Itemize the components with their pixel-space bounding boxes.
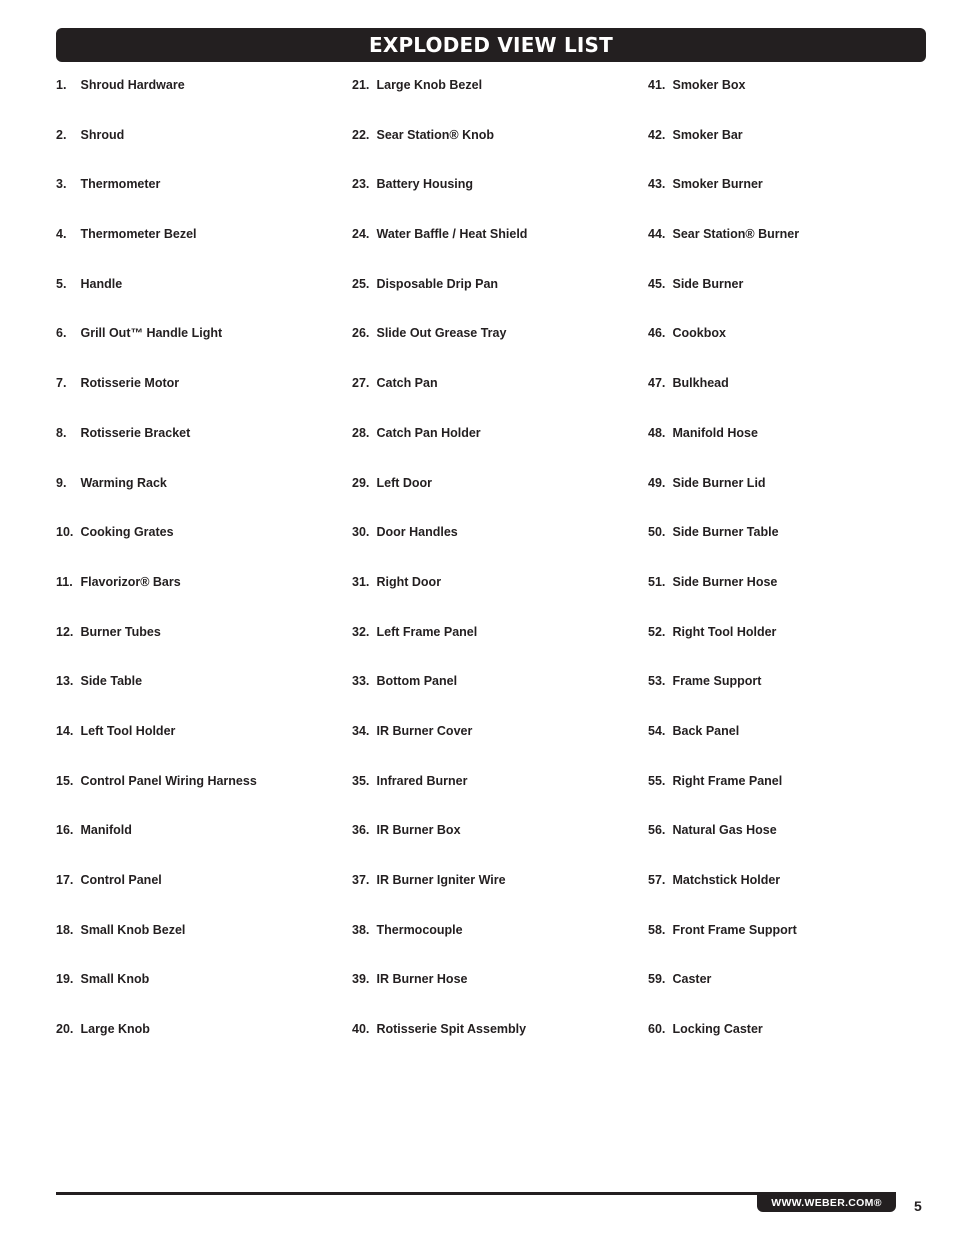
list-item <box>648 226 938 276</box>
item-number: 7. <box>56 376 67 391</box>
item-label: Matchstick Holder <box>672 873 781 887</box>
item-label: Small Knob <box>80 972 150 987</box>
item-number: 41. <box>648 78 666 92</box>
item-number: 31. <box>352 574 370 589</box>
list-item <box>56 971 346 1021</box>
list-item <box>648 176 938 226</box>
item-number: 59. <box>648 972 666 987</box>
list-item <box>56 475 346 525</box>
item-label: Smoker Bar <box>672 127 743 142</box>
item-label: Control Panel Wiring Harness <box>80 773 257 788</box>
item-label: Locking Caster <box>672 1022 763 1037</box>
footer-website-badge <box>757 1193 896 1212</box>
item-number: 3. <box>56 177 67 192</box>
page-title: EXPLODED VIEW LIST <box>368 33 614 57</box>
list-item <box>56 574 346 624</box>
item-number: 50. <box>648 525 666 540</box>
item-number: 18. <box>56 922 74 937</box>
item-label: Side Burner Lid <box>672 475 766 490</box>
item-label: Thermocouple <box>376 922 463 937</box>
item-label: Bulkhead <box>672 376 729 391</box>
item-label: Front Frame Support <box>672 922 797 937</box>
list-item <box>352 375 642 425</box>
list-item <box>56 822 346 872</box>
item-number: 26. <box>352 326 370 341</box>
list-item <box>56 226 346 276</box>
item-number: 48. <box>648 425 666 440</box>
list-item <box>648 971 938 1021</box>
item-label: Manifold <box>80 823 132 838</box>
list-item <box>648 624 938 674</box>
list-item <box>648 822 938 872</box>
list-item <box>352 723 642 773</box>
list-item <box>56 176 346 226</box>
list-item <box>352 524 642 574</box>
item-label: Left Tool Holder <box>80 723 176 738</box>
item-label: Shroud <box>80 127 125 142</box>
item-label: Rotisserie Spit Assembly <box>376 1022 527 1037</box>
list-item <box>352 127 642 177</box>
item-number: 33. <box>352 674 370 689</box>
parts-column-3 <box>648 77 938 1071</box>
item-number: 44. <box>648 227 666 242</box>
item-label: Side Burner <box>672 276 744 291</box>
item-label: IR Burner Igniter Wire <box>376 873 506 887</box>
item-number: 39. <box>352 972 370 987</box>
item-label: Back Panel <box>672 723 740 738</box>
header-bar <box>56 28 926 62</box>
list-item <box>352 624 642 674</box>
page-number: 5 <box>914 1198 922 1214</box>
item-number: 53. <box>648 674 666 689</box>
item-label: Control Panel <box>80 873 162 887</box>
list-item <box>56 127 346 177</box>
list-item <box>352 1021 642 1071</box>
list-item <box>352 475 642 525</box>
item-label: Door Handles <box>376 525 458 540</box>
list-item <box>352 325 642 375</box>
list-item <box>56 624 346 674</box>
item-label: Cookbox <box>672 326 726 341</box>
list-item <box>648 723 938 773</box>
item-label: Left Frame Panel <box>376 624 478 639</box>
list-item <box>648 475 938 525</box>
item-number: 40. <box>352 1022 370 1037</box>
item-number: 23. <box>352 177 370 192</box>
item-label: Slide Out Grease Tray <box>376 326 507 341</box>
parts-column-1 <box>56 77 346 1071</box>
list-item <box>56 773 346 823</box>
list-item <box>648 673 938 723</box>
list-item <box>56 1021 346 1071</box>
item-label: Right Tool Holder <box>672 624 777 639</box>
item-number: 5. <box>56 276 67 291</box>
item-label: Battery Housing <box>376 177 474 192</box>
list-item <box>352 822 642 872</box>
list-item <box>56 524 346 574</box>
item-number: 32. <box>352 624 370 639</box>
list-item <box>352 773 642 823</box>
item-number: 14. <box>56 723 74 738</box>
item-number: 51. <box>648 574 666 589</box>
item-label: Rotisserie Motor <box>80 376 180 391</box>
list-item <box>352 176 642 226</box>
item-label: Large Knob <box>80 1022 150 1037</box>
item-number: 56. <box>648 823 666 838</box>
item-label: Cooking Grates <box>80 525 174 540</box>
item-number: 34. <box>352 723 370 738</box>
item-number: 24. <box>352 227 370 242</box>
list-item <box>648 77 938 127</box>
item-number: 58. <box>648 922 666 937</box>
item-label: Sear Station® Knob <box>376 127 495 142</box>
list-item <box>56 673 346 723</box>
list-item <box>648 922 938 972</box>
list-item <box>648 325 938 375</box>
item-number: 11. <box>56 574 73 589</box>
item-label: Right Frame Panel <box>672 773 783 788</box>
item-number: 60. <box>648 1022 666 1037</box>
list-item <box>56 77 346 127</box>
item-label: Side Burner Hose <box>672 574 778 589</box>
list-item <box>648 375 938 425</box>
list-item <box>56 922 346 972</box>
item-label: Large Knob Bezel <box>376 78 483 92</box>
item-number: 45. <box>648 276 666 291</box>
footer-website: WWW.WEBER.COM® <box>771 1196 882 1209</box>
item-label: Natural Gas Hose <box>672 823 777 838</box>
list-item <box>56 723 346 773</box>
item-label: Smoker Box <box>672 78 746 92</box>
item-label: Side Table <box>80 674 143 689</box>
list-item <box>648 127 938 177</box>
item-label: Caster <box>672 972 712 987</box>
item-number: 30. <box>352 525 370 540</box>
item-number: 52. <box>648 624 666 639</box>
item-label: Grill Out™ Handle Light <box>80 326 223 341</box>
list-item <box>648 524 938 574</box>
item-label: IR Burner Box <box>376 823 461 838</box>
list-item <box>648 574 938 624</box>
item-label: Thermometer Bezel <box>80 227 197 242</box>
item-label: Smoker Burner <box>672 177 763 192</box>
item-label: Infrared Burner <box>376 773 468 788</box>
item-number: 17. <box>56 873 74 887</box>
list-item <box>56 872 346 922</box>
list-item <box>352 226 642 276</box>
list-item <box>648 773 938 823</box>
item-label: IR Burner Cover <box>376 723 473 738</box>
item-number: 43. <box>648 177 666 192</box>
list-item <box>352 276 642 326</box>
item-label: Thermometer <box>80 177 161 192</box>
list-item <box>352 574 642 624</box>
item-label: Sear Station® Burner <box>672 227 800 242</box>
item-label: Small Knob Bezel <box>80 922 186 937</box>
item-number: 42. <box>648 127 666 142</box>
item-label: Catch Pan <box>376 376 438 391</box>
item-number: 47. <box>648 376 666 391</box>
item-label: IR Burner Hose <box>376 972 468 987</box>
item-number: 9. <box>56 475 67 490</box>
item-number: 36. <box>352 823 370 838</box>
item-number: 25. <box>352 276 370 291</box>
item-label: Catch Pan Holder <box>376 425 481 440</box>
item-label: Burner Tubes <box>80 624 161 639</box>
item-number: 8. <box>56 425 67 440</box>
item-label: Disposable Drip Pan <box>376 276 499 291</box>
item-number: 28. <box>352 425 370 440</box>
list-item <box>352 872 642 922</box>
item-label: Handle <box>80 276 123 291</box>
item-number: 21. <box>352 78 370 92</box>
item-number: 20. <box>56 1022 74 1037</box>
item-number: 2. <box>56 127 67 142</box>
list-item <box>648 1021 938 1071</box>
list-item <box>56 425 346 475</box>
list-item <box>648 425 938 475</box>
list-item <box>352 922 642 972</box>
item-label: Flavorizor® Bars <box>80 574 181 589</box>
list-item <box>648 872 938 922</box>
list-item <box>352 971 642 1021</box>
list-item <box>56 276 346 326</box>
list-item <box>352 673 642 723</box>
list-item <box>352 425 642 475</box>
item-number: 46. <box>648 326 666 341</box>
parts-column-2 <box>352 77 642 1071</box>
item-number: 19. <box>56 972 74 987</box>
item-label: Manifold Hose <box>672 425 758 440</box>
item-number: 49. <box>648 475 666 490</box>
item-number: 16. <box>56 823 74 838</box>
item-number: 15. <box>56 773 74 788</box>
list-item <box>648 276 938 326</box>
item-number: 13. <box>56 674 74 689</box>
item-number: 55. <box>648 773 666 788</box>
list-item <box>56 325 346 375</box>
item-number: 54. <box>648 723 666 738</box>
item-number: 6. <box>56 326 67 341</box>
item-label: Rotisserie Bracket <box>80 425 191 440</box>
list-item <box>352 77 642 127</box>
item-number: 29. <box>352 475 370 490</box>
item-label: Warming Rack <box>80 475 167 490</box>
item-number: 38. <box>352 922 370 937</box>
item-number: 22. <box>352 127 370 142</box>
item-number: 1. <box>56 78 67 92</box>
item-label: Frame Support <box>672 674 762 689</box>
item-number: 10. <box>56 525 74 540</box>
item-label: Water Baffle / Heat Shield <box>376 227 528 242</box>
item-label: Bottom Panel <box>376 674 458 689</box>
item-number: 57. <box>648 873 666 887</box>
list-item <box>56 375 346 425</box>
item-number: 27. <box>352 376 370 391</box>
item-label: Right Door <box>376 574 442 589</box>
item-label: Shroud Hardware <box>80 78 185 92</box>
item-number: 12. <box>56 624 74 639</box>
item-number: 37. <box>352 873 370 887</box>
item-label: Left Door <box>376 475 433 490</box>
item-number: 4. <box>56 227 67 242</box>
item-label: Side Burner Table <box>672 525 779 540</box>
item-number: 35. <box>352 773 370 788</box>
